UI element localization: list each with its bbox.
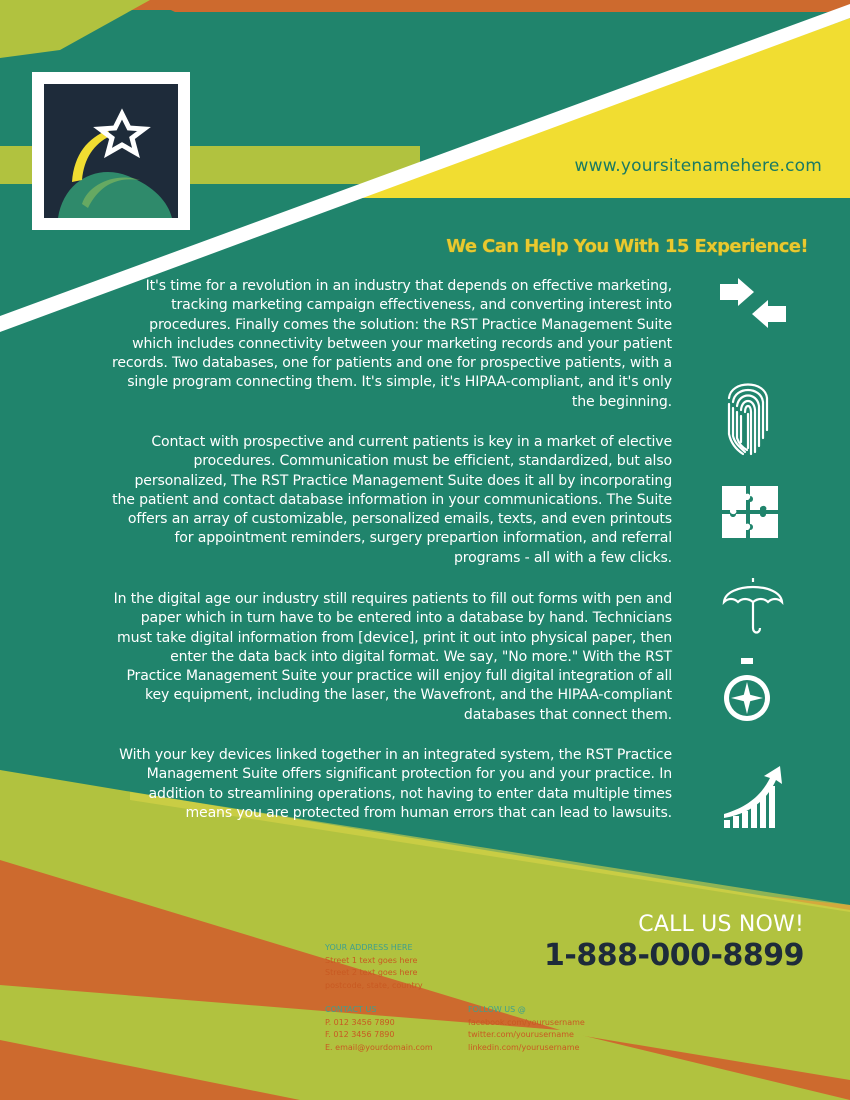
twitter-link[interactable]: twitter.com/yourusername <box>468 1030 574 1039</box>
contact-email[interactable]: E. email@yourdomain.com <box>325 1042 433 1052</box>
headline: We Can Help You With 15 Experience! <box>446 236 808 257</box>
arrows-exchange-icon <box>720 278 786 328</box>
phone-number[interactable]: 1-888-000-8899 <box>544 938 804 973</box>
call-us-label: CALL US NOW! <box>638 912 804 937</box>
linkedin-link[interactable]: linkedin.com/yourusername <box>468 1042 580 1052</box>
contact-fax: F. 012 3456 7890 <box>325 1030 395 1039</box>
facebook-link[interactable]: facebook.com/yourusername <box>468 1017 585 1027</box>
body-paragraph-4: With your key devices linked together in an integrated system, the RST Practice Management Suite offers significant protection for you and your practice. In addition to streamlining operations, not having to enter data multiple times means you are protected from human errors that can lead to lawsuits. <box>119 747 672 821</box>
address-line: Street 1 text goes here <box>325 955 418 965</box>
contact-phone[interactable]: P. 012 3456 7890 <box>325 1017 395 1027</box>
logo-mark <box>44 84 178 218</box>
logo <box>32 72 190 230</box>
growth-chart-icon <box>722 764 784 830</box>
footer-contact <box>325 1004 433 1054</box>
address-heading: YOUR ADDRESS HERE <box>325 943 413 952</box>
umbrella-icon <box>722 574 784 636</box>
address-line: postcode, state, country <box>325 980 423 990</box>
body-paragraph-1: It's time for a revolution in an industry that depends on effective marketing, tracking marketing campaign effectiveness, and converting interest into procedures. Finally comes the solution: the RST Practice Management Suite which includes connectivity between your marketing records and your patient records. Two databases, one for patients and one for prospective patients, with a single program connecting them. It's simple, it's HIPAA-compliant, and it's only the beginning. <box>112 278 672 410</box>
address-line: Street 2 text goes here <box>325 968 418 977</box>
fingerprint-icon <box>723 368 773 458</box>
website-url[interactable]: www.yoursitenamehere.com <box>574 156 822 176</box>
follow-heading: FOLLOW US @ <box>468 1005 526 1014</box>
compass-icon <box>722 656 772 730</box>
footer-address <box>325 942 423 992</box>
puzzle-icon <box>720 484 782 540</box>
footer-follow <box>468 1004 585 1054</box>
body-paragraph-3: In the digital age our industry still requires patients to fill out forms with pen and paper which in turn have to be entered into a database by hand. Technicians must take digital information from [device], print it out into physical paper, then enter the data back into digital format. We say, "No more." With the RST Practice Management Suite your practice will enjoy full digital integration of all key equipment, including the laser, the Wavefront, and the HIPAA-compliant databases that connect them. <box>113 591 672 723</box>
contact-heading: CONTACT US <box>325 1005 377 1014</box>
body-paragraph-2: Contact with prospective and current patients is key in a market of elective procedures. Communication must be efficient, standardized, but also personalized, The RST Practice Management Suite does it all by incorporating the patient and contact database information in your communications. The Suite offers an array of customizable, personalized emails, texts, and even printouts for appointment reminders, surgery prepartion information, and referral programs - all with a few clicks. <box>112 434 672 566</box>
